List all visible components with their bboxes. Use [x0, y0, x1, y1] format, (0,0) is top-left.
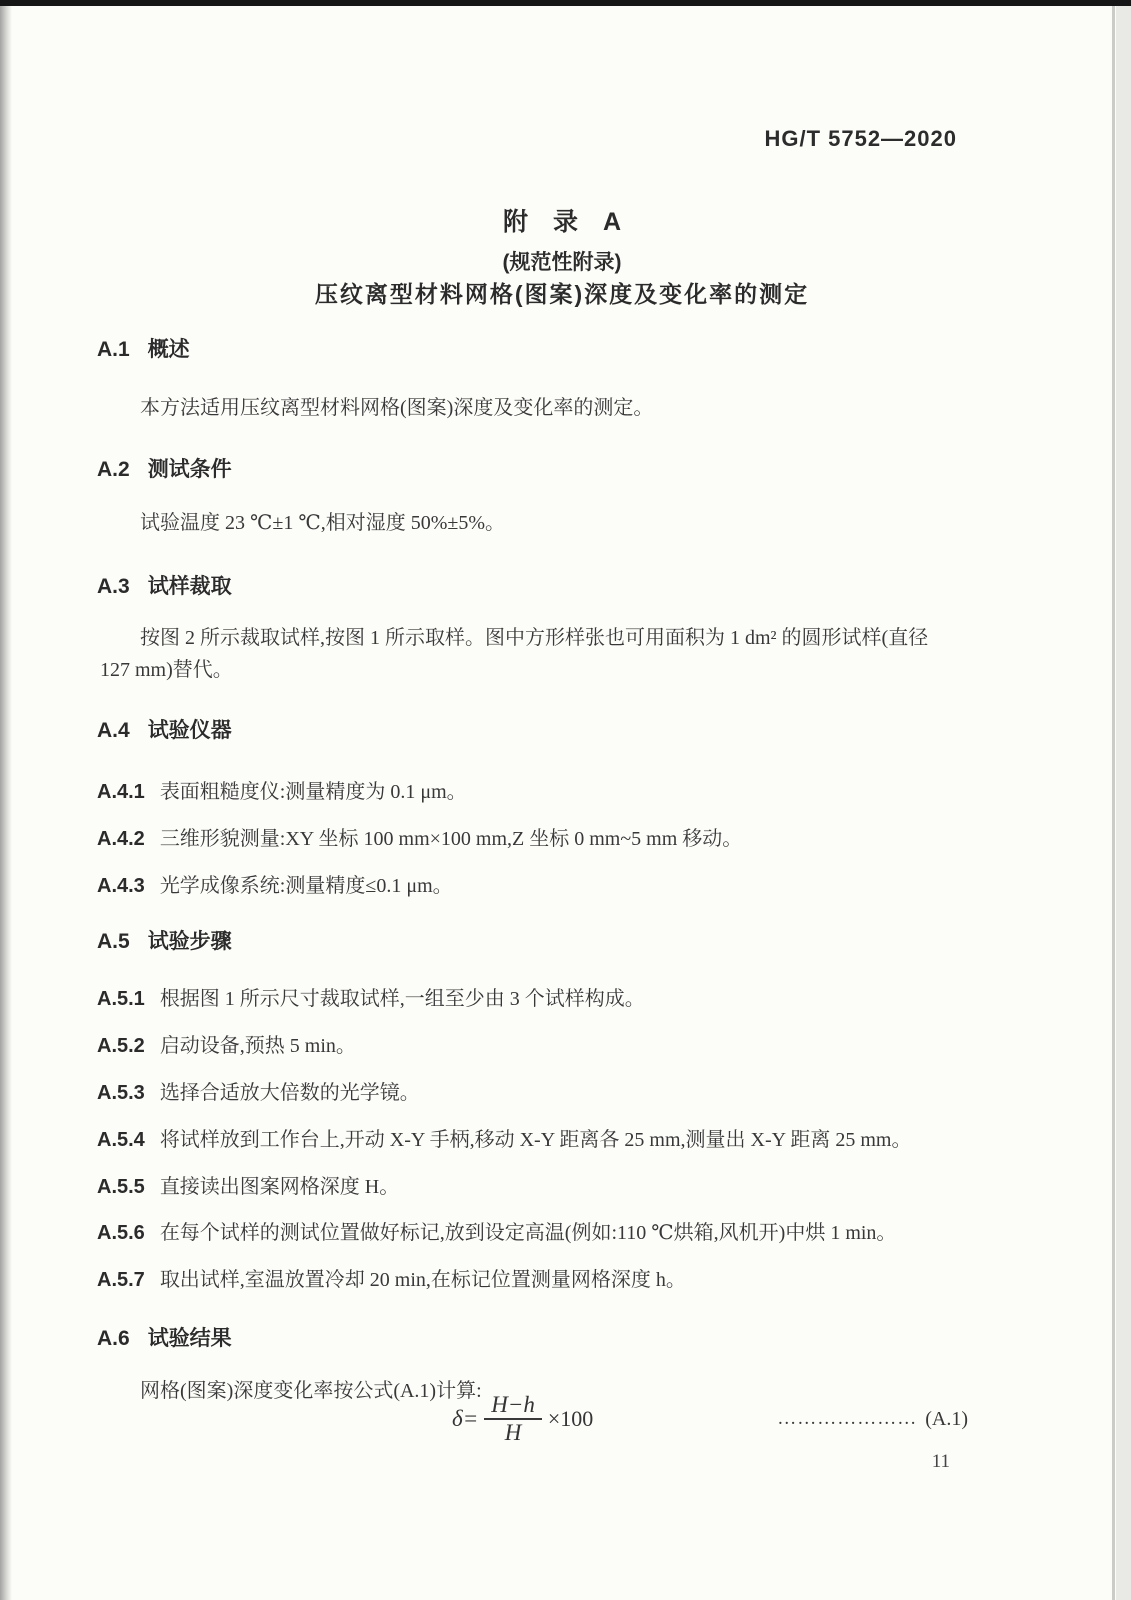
- formula-label: (A.1): [925, 1407, 968, 1430]
- clause-text: 在每个试样的测试位置做好标记,放到设定高温(例如:110 ℃烘箱,风机开)中烘 1 min。: [159, 1222, 897, 1244]
- clause-row-a5-1: [97, 982, 645, 1011]
- clause-text: 将试样放到工作台上,开动 X-Y 手柄,移动 X-Y 距离各 25 mm,测量出 X-Y 距离 25 mm。: [159, 1129, 912, 1151]
- clause-row-a5-5: [97, 1170, 399, 1199]
- section-heading-a1: [97, 333, 190, 363]
- section-heading-a2: [97, 453, 232, 483]
- formula-multiplier: ×100: [547, 1406, 594, 1431]
- clause-text: 光学成像系统:测量精度≤0.1 μm。: [159, 875, 453, 897]
- section-heading-a4: [97, 714, 232, 744]
- formula-dots: …………………: [777, 1408, 918, 1429]
- section-heading-a3: [97, 570, 232, 600]
- appendix-title-line1: 附 录 A: [502, 208, 622, 236]
- clause-number: A.4.2: [97, 828, 145, 850]
- paragraph-a6: 网格(图案)深度变化率按公式(A.1)计算:: [140, 1380, 482, 1402]
- section-title: 试验步骤: [147, 930, 232, 953]
- section-title: 试验结果: [147, 1327, 232, 1350]
- section-number: A.1: [97, 338, 130, 361]
- standard-number: HG/T 5752—2020: [764, 126, 957, 151]
- clause-number: A.5.3: [97, 1082, 145, 1104]
- clause-number: A.4.3: [97, 875, 145, 897]
- clause-number: A.5.5: [97, 1176, 145, 1198]
- appendix-title-line2: (规范性附录): [502, 251, 622, 274]
- section-title: 试样裁取: [147, 575, 232, 598]
- section-heading-a5: [97, 925, 232, 955]
- clause-text: 启动设备,预热 5 min。: [159, 1035, 356, 1057]
- clause-row-a4-2: [97, 822, 742, 851]
- clause-number: A.4.1: [97, 781, 145, 803]
- section-heading-a6: [97, 1322, 232, 1352]
- section-title: 概述: [147, 338, 190, 361]
- formula-a1: [100, 1388, 968, 1450]
- formula-delta: δ=: [452, 1406, 479, 1431]
- clause-text: 直接读出图案网格深度 H。: [159, 1176, 400, 1198]
- clause-number: A.5.2: [97, 1035, 145, 1057]
- scan-left-edge-shadow: [0, 0, 12, 1600]
- paragraph-a2: 试验温度 23 ℃±1 ℃,相对湿度 50%±5%。: [140, 512, 506, 534]
- clause-row-a5-6: [97, 1216, 896, 1245]
- clause-text: 表面粗糙度仪:测量精度为 0.1 μm。: [159, 781, 467, 803]
- clause-number: A.5.7: [97, 1269, 145, 1291]
- section-title: 试验仪器: [147, 719, 232, 742]
- formula-denominator: H: [504, 1420, 522, 1445]
- section-number: A.6: [97, 1327, 130, 1350]
- clause-number: A.5.1: [97, 988, 145, 1010]
- clause-row-a5-2: [97, 1029, 356, 1058]
- page-right-edge: [1112, 6, 1115, 1600]
- clause-row-a5-3: [97, 1076, 420, 1105]
- section-title: 测试条件: [147, 458, 232, 481]
- section-number: A.3: [97, 575, 130, 598]
- paragraph-a3: 按图 2 所示裁取试样,按图 1 所示取样。图中方形样张也可用面积为 1 dm² 的圆形试样(直径 127 mm)替代。: [100, 627, 929, 681]
- clause-number: A.5.4: [97, 1129, 145, 1151]
- clause-row-a4-1: [97, 775, 467, 804]
- clause-text: 根据图 1 所示尺寸裁取试样,一组至少由 3 个试样构成。: [159, 988, 645, 1010]
- section-number: A.2: [97, 458, 130, 481]
- section-number: A.4: [97, 719, 130, 742]
- clause-text: 选择合适放大倍数的光学镜。: [159, 1082, 420, 1104]
- section-number: A.5: [97, 930, 130, 953]
- scan-top-edge: [0, 0, 1131, 6]
- clause-text: 取出试样,室温放置冷却 20 min,在标记位置测量网格深度 h。: [159, 1269, 686, 1291]
- paragraph-a1: 本方法适用压纹离型材料网格(图案)深度及变化率的测定。: [140, 397, 654, 419]
- formula-numerator: H−h: [484, 1392, 542, 1420]
- appendix-title-line3: 压纹离型材料网格(图案)深度及变化率的测定: [314, 281, 810, 307]
- clause-text: 三维形貌测量:XY 坐标 100 mm×100 mm,Z 坐标 0 mm~5 mm 移动。: [159, 828, 743, 850]
- clause-row-a5-7: [97, 1263, 686, 1292]
- clause-row-a5-4: [97, 1123, 911, 1152]
- page-number: 11: [931, 1451, 950, 1472]
- clause-number: A.5.6: [97, 1222, 145, 1244]
- fraction: [484, 1392, 542, 1447]
- clause-row-a4-3: [97, 869, 453, 898]
